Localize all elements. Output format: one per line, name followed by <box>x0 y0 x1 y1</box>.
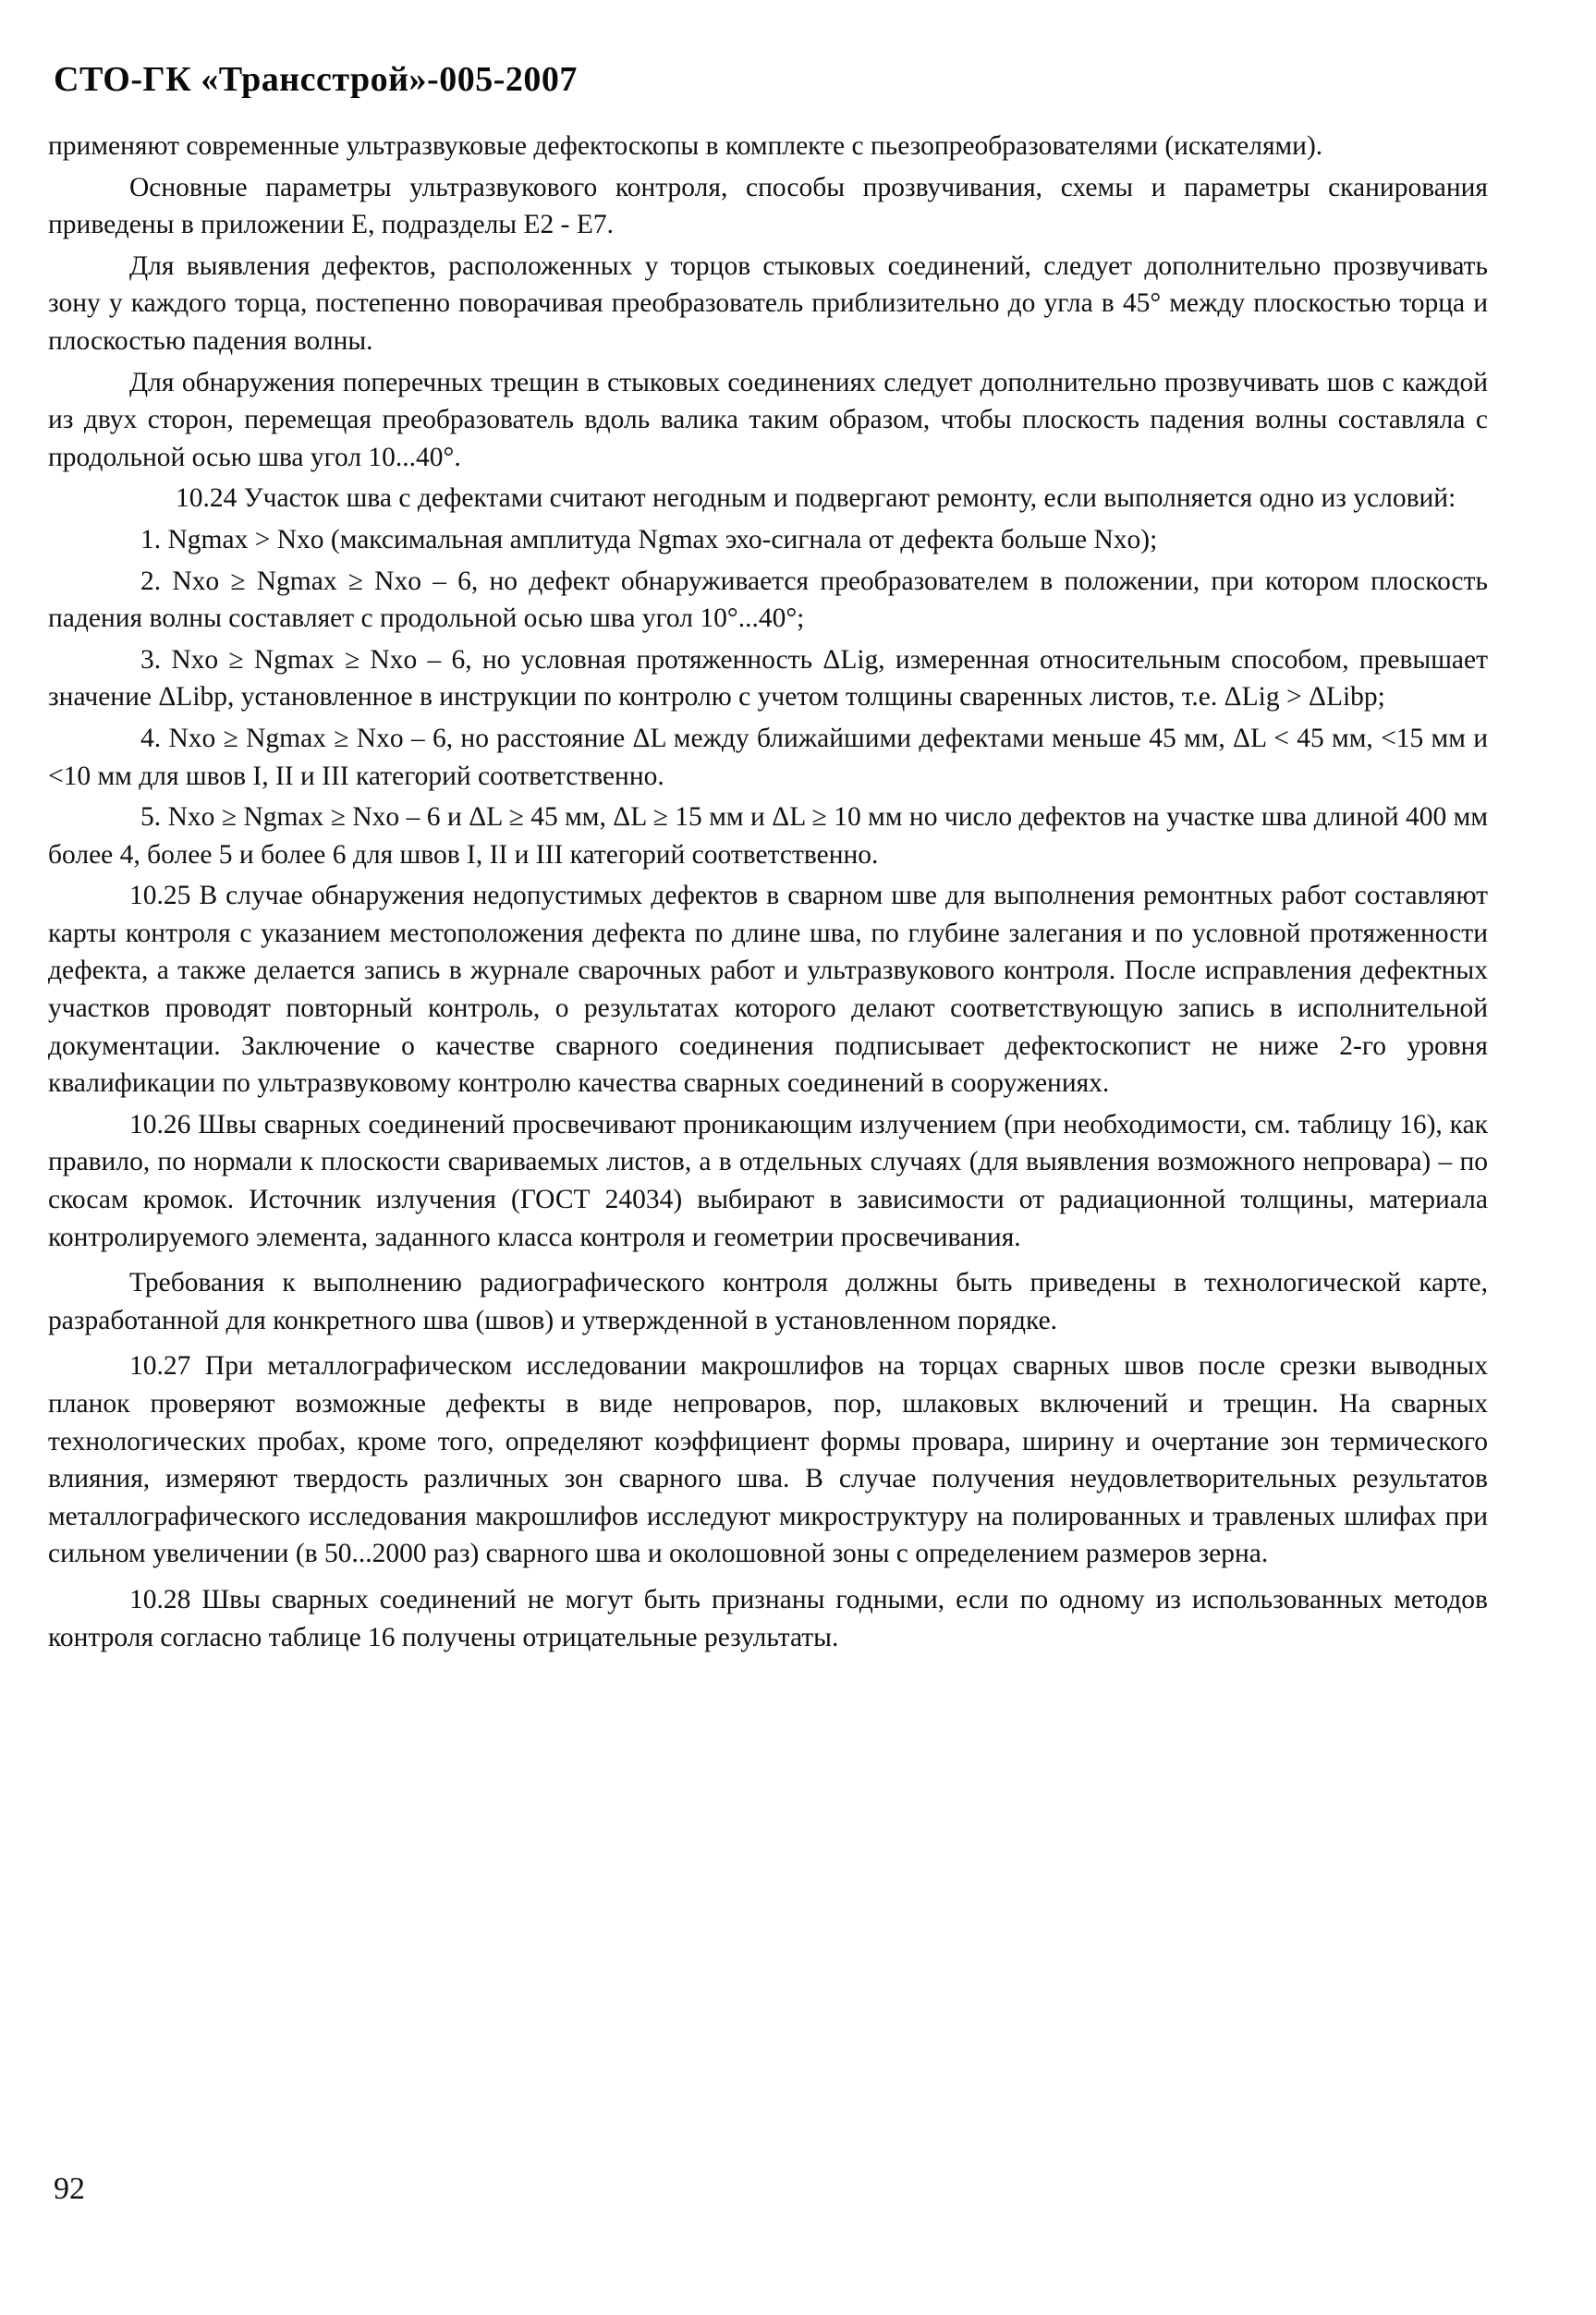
condition-item-5: 5. Nxo ≥ Ngmax ≥ Nxo – 6 и ΔL ≥ 45 мм, ΔL ≥ 15 мм и ΔL ≥ 10 мм но число дефектов на участке шва длиной 400 мм более 4, более 5 и более 6 для швов I, II и III категорий соответственно. <box>48 802 1488 870</box>
paragraph-radiographic-requirements: Требования к выполнению радиографического контроля должны быть приведены в технологической карте, разработанной для конкретного шва (швов) и утвержденной в установленном порядке. <box>48 1268 1488 1335</box>
page-number: 92 <box>54 2172 85 2206</box>
paragraph-10-26: 10.26 Швы сварных соединений просвечивают проникающим излучением (при необходимости, см. таблицу 16), как правило, по нормали к плоскости свариваемых листов, а в отдельных случаях (для выявления возможного непровара) – по скосам кромок. Источник излучения (ГОСТ 24034) выбирают в зависимости от радиационной толщины, материала контролируемого элемента, заданного класса контроля и геометрии просвечивания. <box>48 1109 1488 1252</box>
condition-item-1: 1. Ngmax > Nxo (максимальная амплитуда Ngmax эхо-сигнала от дефекта больше Nxo); <box>140 524 1158 554</box>
condition-item-4: 4. Nxo ≥ Ngmax ≥ Nxo – 6, но расстояние ΔL между ближайшими дефектами меньше 45 мм, ΔL < 45 мм, <15 мм и <10 мм для швов I, II и III категорий соответственно. <box>48 723 1488 791</box>
paragraph-10-28: 10.28 Швы сварных соединений не могут быть признаны годными, если по одному из использованных методов контроля согласно таблице 16 получены отрицательные результаты. <box>48 1584 1488 1652</box>
paragraph-ultrasonic-parameters: Основные параметры ультразвукового контроля, способы прозвучивания, схемы и параметры сканирования приведены в приложении Е, подразделы Е2 - Е7. <box>48 172 1488 240</box>
document-header-title: СТО-ГК «Трансстрой»-005-2007 <box>54 60 578 99</box>
condition-item-2: 2. Nxo ≥ Ngmax ≥ Nxo – 6, но дефект обнаруживается преобразователем в положении, при котором плоскость падения волны составляет с продольной осью шва угол 10°...40°; <box>48 566 1488 634</box>
paragraph-10-27: 10.27 При металлографическом исследовании макрошлифов на торцах сварных швов после срезки выводных планок проверяют возможные дефекты в виде непроваров, пор, шлаковых включений и трещин. На сварных технологических пробах, кроме того, определяют коэффициент формы провара, ширину и очертание зон термического влияния, измеряют твердость различных зон сварного шва. В случае получения неудовлетворительных результатов металлографического исследования макрошлифов исследуют микроструктуру на полированных и травленых шлифах при сильном увеличении (в 50...2000 раз) сварного шва и околошовной зоны с определением размеров зерна. <box>48 1351 1488 1569</box>
paragraph-intro-continuation: применяют современные ультразвуковые дефектоскопы в комплекте с пьезопреобразователями (искателями). <box>48 131 1323 161</box>
paragraph-10-24: 10.24 Участок шва с дефектами считают негодным и подвергают ремонту, если выполняется одно из условий: <box>176 483 1456 514</box>
paragraph-end-defects: Для выявления дефектов, расположенных у торцов стыковых соединений, следует дополнительно прозвучивать зону у каждого торца, постепенно поворачивая преобразователь приблизительно до угла в 45° между плоскостью торца и плоскостью падения волны. <box>48 250 1488 356</box>
condition-item-3: 3. Nxo ≥ Ngmax ≥ Nxo – 6, но условная протяженность ΔLig, измеренная относительным способом, превышает значение ΔLibp, установленное в инструкции по контролю с учетом толщины сваренных листов, т.е. ΔLig > ΔLibp; <box>48 644 1488 713</box>
document-body <box>48 128 1488 1656</box>
paragraph-transverse-cracks: Для обнаружения поперечных трещин в стыковых соединениях следует дополнительно прозвучивать шов с каждой из двух сторон, перемещая преобразователь вдоль валика таким образом, чтобы плоскость падения волны составляла с продольной осью шва угол 10...40°. <box>48 367 1488 472</box>
paragraph-10-25: 10.25 В случае обнаружения недопустимых дефектов в сварном шве для выполнения ремонтных работ составляют карты контроля с указанием местоположения дефекта по длине шва, по глубине залегания и по условной протяженности дефекта, а также делается запись в журнале сварочных работ и ультразвукового контроля. После исправления дефектных участков проводят повторный контроль, о результатах которого делают соответствующую запись в исполнительной документации. Заключение о качестве сварного соединения подписывает дефектоскопист не ниже 2-го уровня квалификации по ультразвуковому контролю качества сварных соединений в сооружениях. <box>48 881 1488 1099</box>
